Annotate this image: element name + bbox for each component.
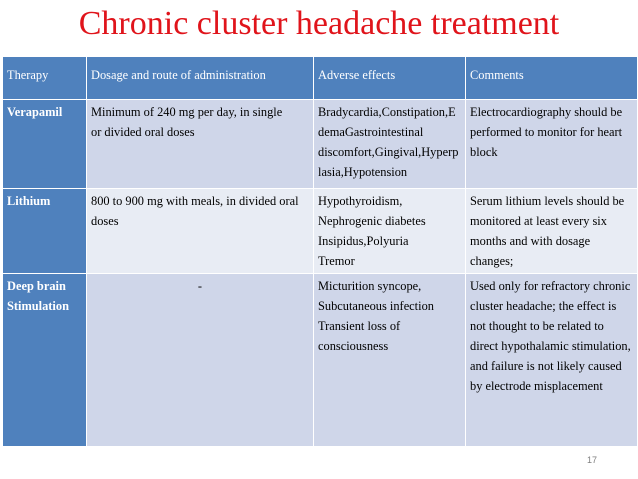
cell-dosage: Minimum of 240 mg per day, in single or divided oral doses [87,100,314,189]
cell-therapy: Lithium [3,189,87,274]
header-comments: Comments [466,57,638,100]
header-adverse-effects: Adverse effects [314,57,466,100]
cell-comments: Used only for refractory chronic cluster headache; the effect is not thought to be related to direct hypothalamic stimulation, and failure is not likely caused by electrode misplacement [466,274,638,447]
cell-comments: Electrocardiography should be performed to monitor for heart block [466,100,638,189]
cell-adverse-effects: Hypothyroidism, Nephrogenic diabetes Insipidus,Polyuria Tremor [314,189,466,274]
cell-therapy: Verapamil [3,100,87,189]
cell-adverse-effects: Micturition syncope, Subcutaneous infection Transient loss of consciousness [314,274,466,447]
treatment-table [2,56,638,447]
slide-title: Chronic cluster headache treatment [78,5,560,42]
cell-comments: Serum lithium levels should be monitored at least every six months and with dosage changes; [466,189,638,274]
table-header-row [3,57,638,100]
header-therapy: Therapy [3,57,87,100]
cell-adverse-effects: Bradycardia,Constipation,EdemaGastrointestinal discomfort,Gingival,Hyperplasia,Hypotension [314,100,466,189]
header-dosage: Dosage and route of administration [87,57,314,100]
cell-therapy: Deep brain Stimulation [3,274,87,447]
cell-dosage: 800 to 900 mg with meals, in divided oral doses [87,189,314,274]
table-row [3,274,638,447]
page-number: 17 [586,455,597,465]
table-row [3,100,638,189]
table-row [3,189,638,274]
cell-dosage: - [87,274,314,447]
